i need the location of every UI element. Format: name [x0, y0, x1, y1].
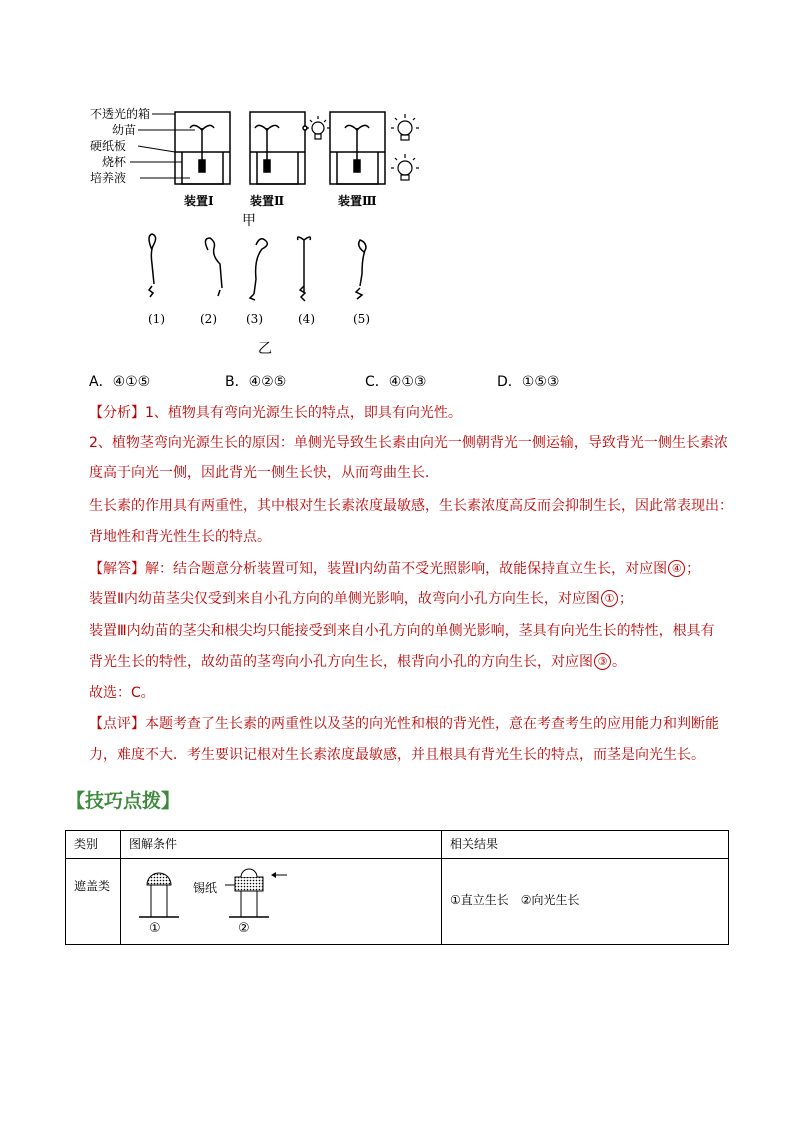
device-2-box [250, 112, 307, 184]
label-box: 不透光的箱 [90, 107, 151, 121]
device-1-label: 装置Ⅰ [184, 194, 214, 208]
option-d: D．①⑤③ [497, 374, 560, 390]
label-medium: 培养液 [90, 171, 127, 185]
option-c: C．④①③ [365, 374, 427, 390]
device-1-box [175, 112, 230, 184]
solution-line-3: 装置Ⅲ内幼苗的茎尖和根尖均只能接受到来自小孔方向的单侧光影响，茎具有向光生长的特性，根具有 [89, 623, 715, 639]
comment-tag: 【点评】 [89, 716, 145, 732]
option-a: A．④①⑤ [89, 374, 151, 390]
fig-num-1: ① [149, 921, 161, 936]
row-category: 遮盖类 [66, 859, 121, 945]
foil-label: 锡纸 [193, 881, 218, 895]
caption-jia: 甲 [242, 213, 256, 229]
analysis-p3b: 背地性和背光性生长的特点。 [89, 529, 271, 545]
seedling-num-2: (2) [200, 312, 217, 326]
comment-text-1: 本题考查了生长素的两重性以及茎的向光性和根的背光性，意在考查考生的应用能力和判断能 [145, 716, 719, 732]
analysis-p3a: 生长素的作用具有两重性，其中根对生长素浓度最敏感，生长素浓度高反而会抑制生长，因此常表现出： [89, 498, 733, 514]
punct: ； [618, 591, 633, 607]
solution-tag: 【解答】 [89, 561, 145, 577]
answer-circle: ④ [668, 560, 685, 577]
section-title: 【技巧点拨】 [66, 790, 181, 812]
punct: 。 [612, 654, 626, 670]
solution-text-1: 解：结合题意分析装置可知，装置Ⅰ内幼苗不受光照影响，故能保持直立生长，对应图 [145, 561, 668, 577]
solution-line-2 [89, 589, 633, 609]
tips-table [65, 830, 729, 945]
punct: ； [686, 561, 701, 577]
experiment-figure [80, 100, 440, 365]
solution-text-2: 装置Ⅱ内幼苗茎尖仅受到来自小孔方向的单侧光影响，故弯向小孔方向生长，对应图 [89, 591, 600, 607]
fig-num-2: ② [238, 921, 250, 936]
seedling-num-4: (4) [298, 312, 315, 326]
solution-line-1 [89, 559, 700, 579]
analysis-p2b: 度高于向光一侧，因此背光一侧生长快，从而弯曲生长． [89, 465, 439, 481]
solution-answer: 故选：C。 [89, 685, 155, 701]
diagram-cell [121, 859, 442, 945]
row-result: ①直立生长 ②向光生长 [442, 859, 729, 945]
answer-circle: ① [601, 590, 618, 607]
seedling-num-3: (3) [246, 312, 263, 326]
seedling-num-1: (1) [148, 312, 165, 326]
device-3-label: 装置Ⅲ [338, 194, 377, 208]
seedling-num-5: (5) [353, 312, 370, 326]
bulb-icon [391, 154, 419, 180]
seedlings-drawing [149, 234, 366, 301]
answer-circle: ③ [594, 653, 611, 670]
analysis-tag: 【分析】 [89, 405, 145, 421]
header-result: 相关结果 [442, 831, 729, 859]
analysis-line-1 [89, 403, 462, 423]
analysis-p2a: 2、植物茎弯向光源生长的原因：单侧光导致生长素由向光一侧朝背光一侧运输，导致背光一侧生长素浓 [89, 435, 728, 451]
bulb-icon [306, 116, 330, 139]
label-seedling: 幼苗 [112, 123, 137, 137]
device-2-label: 装置Ⅱ [250, 194, 285, 208]
bulb-icon [391, 114, 419, 140]
option-b: B．④②⑤ [225, 374, 287, 390]
solution-line-4 [89, 652, 626, 672]
header-diagram: 图解条件 [121, 831, 442, 859]
header-category: 类别 [66, 831, 121, 859]
label-beaker: 烧杯 [102, 155, 127, 169]
device-3-box [330, 112, 385, 184]
solution-text-4: 背光生长的特性，故幼苗的茎弯向小孔方向生长，根背向小孔的方向生长，对应图 [89, 654, 593, 670]
comment-line-1 [89, 714, 719, 734]
comment-line-2: 力，难度不大．考生要识记根对生长素浓度最敏感，并且根具有背光生长的特点，而茎是向光生长。 [89, 747, 705, 763]
analysis-p1: 1、植物具有弯向光源生长的特点，即具有向光性。 [145, 405, 462, 421]
caption-yi: 乙 [258, 341, 272, 357]
label-cardboard: 硬纸板 [90, 139, 127, 153]
